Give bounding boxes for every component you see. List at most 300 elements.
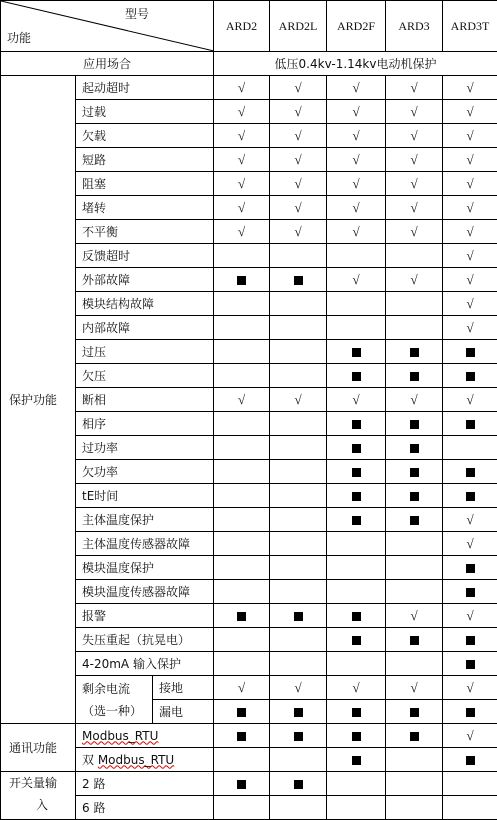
mark-cell [327,292,386,316]
mark-cell [270,148,327,172]
check-mark-icon: √ [238,392,245,407]
function-name: 模块温度保护 [76,556,214,580]
mark-cell [386,724,443,748]
mark-cell [214,676,270,700]
mark-cell [443,244,497,268]
mark-cell [214,292,270,316]
mark-cell [443,268,497,292]
black-square-icon [237,276,246,285]
function-name: 堵转 [76,196,214,220]
mark-cell [443,508,497,532]
black-square-icon [466,468,475,477]
table-row [1,292,497,316]
black-square-icon [352,348,361,357]
check-mark-icon: √ [352,224,359,239]
check-mark-icon: √ [466,296,473,311]
mark-cell [270,460,327,484]
function-name: 内部故障 [76,316,214,340]
mark-cell [386,148,443,172]
table-row [1,364,497,388]
mark-cell [327,340,386,364]
black-square-icon [466,492,475,501]
black-square-icon [410,516,419,525]
mark-cell [214,268,270,292]
mark-cell [443,580,497,604]
table-row [1,460,497,484]
function-name: 模块温度传感器故障 [76,580,214,604]
mark-cell [443,364,497,388]
mark-cell [443,628,497,652]
model-label: 型号 [125,7,149,21]
model-header: ARD3T [443,1,497,52]
mark-cell [443,388,497,412]
mark-cell [214,556,270,580]
table-row [1,508,497,532]
mark-cell [270,316,327,340]
mark-cell [214,124,270,148]
mark-cell [386,628,443,652]
check-mark-icon: √ [238,200,245,215]
mark-cell [214,388,270,412]
check-mark-icon: √ [466,200,473,215]
check-mark-icon: √ [410,200,417,215]
mark-cell [327,580,386,604]
black-square-icon [237,732,246,741]
function-name: 断相 [76,388,214,412]
table-row [1,724,497,748]
mark-cell [270,292,327,316]
check-mark-icon: √ [410,680,417,695]
application-value: 低压0.4kv-1.14kv电动机保护 [214,52,497,76]
function-name [76,724,214,748]
comm-prefix: 双 [82,753,98,767]
black-square-icon [352,372,361,381]
mark-cell [386,316,443,340]
mark-cell [443,316,497,340]
mark-cell [270,244,327,268]
table-row [1,148,497,172]
table-row [1,388,497,412]
mark-cell [214,148,270,172]
mark-cell [214,580,270,604]
check-mark-icon: √ [294,200,301,215]
mark-cell [327,508,386,532]
check-mark-icon: √ [466,392,473,407]
black-square-icon [410,636,419,645]
mark-cell [443,436,497,460]
mark-cell [443,604,497,628]
mark-cell [270,748,327,772]
switch-line2: 入 [9,798,75,812]
table-row [1,532,497,556]
check-mark-icon: √ [466,80,473,95]
black-square-icon [352,516,361,525]
mark-cell [327,412,386,436]
protocol-name: Modbus_RTU [82,729,158,743]
mark-cell [443,796,497,820]
mark-cell [386,268,443,292]
function-label: 功能 [7,31,31,45]
check-mark-icon: √ [294,128,301,143]
mark-cell [270,796,327,820]
black-square-icon [466,756,475,765]
mark-cell [270,484,327,508]
check-mark-icon: √ [466,128,473,143]
mark-cell [386,292,443,316]
black-square-icon [466,708,475,717]
table-row [1,340,497,364]
black-square-icon [352,468,361,477]
mark-cell [443,76,497,100]
check-mark-icon: √ [410,176,417,191]
function-name: 过载 [76,100,214,124]
check-mark-icon: √ [466,224,473,239]
function-name: 欠功率 [76,460,214,484]
mark-cell [386,748,443,772]
mark-cell [270,124,327,148]
model-header: ARD2 [214,1,270,52]
table-row [1,556,497,580]
mark-cell [214,772,270,796]
residual-line1: 剩余电流 [82,682,152,696]
table-row [1,76,497,100]
mark-cell [386,412,443,436]
black-square-icon [466,372,475,381]
function-name: 模块结构故障 [76,292,214,316]
function-name: 起动超时 [76,76,214,100]
mark-cell [443,772,497,796]
mark-cell [270,532,327,556]
application-row [1,52,497,76]
mark-cell [214,100,270,124]
mark-cell [443,700,497,724]
mark-cell [214,196,270,220]
mark-cell [443,148,497,172]
black-square-icon [237,612,246,621]
residual-current-label [76,676,153,724]
mark-cell [270,340,327,364]
mark-cell [327,796,386,820]
function-name: 6 路 [76,796,214,820]
function-name: 欠载 [76,124,214,148]
mark-cell [443,484,497,508]
check-mark-icon: √ [410,272,417,287]
black-square-icon [294,612,303,621]
residual-option: 接地 [153,676,214,700]
check-mark-icon: √ [410,392,417,407]
check-mark-icon: √ [466,176,473,191]
table-row [1,268,497,292]
mark-cell [214,340,270,364]
check-mark-icon: √ [294,104,301,119]
function-name: 报警 [76,604,214,628]
mark-cell [270,580,327,604]
check-mark-icon: √ [238,128,245,143]
black-square-icon [466,660,475,669]
check-mark-icon: √ [238,152,245,167]
black-square-icon [410,732,419,741]
black-square-icon [410,492,419,501]
mark-cell [270,604,327,628]
check-mark-icon: √ [352,80,359,95]
check-mark-icon: √ [352,152,359,167]
mark-cell [327,388,386,412]
mark-cell [214,508,270,532]
mark-cell [214,604,270,628]
mark-cell [270,364,327,388]
mark-cell [270,724,327,748]
black-square-icon [352,420,361,429]
check-mark-icon: √ [352,176,359,191]
black-square-icon [237,708,246,717]
mark-cell [386,700,443,724]
mark-cell [270,652,327,676]
check-mark-icon: √ [466,320,473,335]
check-mark-icon: √ [410,80,417,95]
table-row [1,412,497,436]
check-mark-icon: √ [466,608,473,623]
table-row [1,172,497,196]
check-mark-icon: √ [466,512,473,527]
mark-cell [386,676,443,700]
mark-cell [214,652,270,676]
table-row [1,676,497,700]
check-mark-icon: √ [352,392,359,407]
model-header: ARD2F [327,1,386,52]
mark-cell [327,700,386,724]
mark-cell [327,148,386,172]
black-square-icon [466,636,475,645]
mark-cell [327,436,386,460]
mark-cell [443,748,497,772]
mark-cell [327,676,386,700]
mark-cell [327,652,386,676]
mark-cell [327,196,386,220]
mark-cell [327,124,386,148]
mark-cell [386,388,443,412]
check-mark-icon: √ [352,200,359,215]
function-name: tE时间 [76,484,214,508]
function-name: 2 路 [76,772,214,796]
check-mark-icon: √ [410,128,417,143]
black-square-icon [466,588,475,597]
check-mark-icon: √ [352,680,359,695]
switch-line1: 开关量输 [9,776,75,790]
model-header: ARD2L [270,1,327,52]
black-square-icon [294,780,303,789]
mark-cell [443,676,497,700]
mark-cell [327,460,386,484]
table-row [1,220,497,244]
category-protection: 保护功能 [1,76,76,724]
function-name: 主体温度传感器故障 [76,532,214,556]
check-mark-icon: √ [466,536,473,551]
mark-cell [327,556,386,580]
check-mark-icon: √ [410,608,417,623]
table-row [1,748,497,772]
function-name: 失压重起（抗晃电） [76,628,214,652]
black-square-icon [352,492,361,501]
mark-cell [386,76,443,100]
check-mark-icon: √ [294,152,301,167]
table-row [1,772,497,796]
mark-cell [443,556,497,580]
black-square-icon [352,708,361,717]
category-switch-input [1,772,76,820]
mark-cell [270,196,327,220]
black-square-icon [294,732,303,741]
mark-cell [386,508,443,532]
check-mark-icon: √ [294,80,301,95]
mark-cell [386,604,443,628]
mark-cell [327,628,386,652]
table-row [1,436,497,460]
mark-cell [386,244,443,268]
mark-cell [214,412,270,436]
mark-cell [214,532,270,556]
mark-cell [270,700,327,724]
check-mark-icon: √ [466,272,473,287]
mark-cell [386,172,443,196]
table-row [1,580,497,604]
mark-cell [270,772,327,796]
black-square-icon [352,612,361,621]
mark-cell [386,772,443,796]
mark-cell [327,364,386,388]
mark-cell [214,796,270,820]
check-mark-icon: √ [466,680,473,695]
check-mark-icon: √ [410,224,417,239]
check-mark-icon: √ [294,392,301,407]
mark-cell [270,556,327,580]
black-square-icon [237,780,246,789]
mark-cell [270,268,327,292]
mark-cell [214,316,270,340]
check-mark-icon: √ [238,680,245,695]
mark-cell [386,436,443,460]
black-square-icon [466,564,475,573]
mark-cell [214,364,270,388]
check-mark-icon: √ [352,272,359,287]
black-square-icon [294,708,303,717]
mark-cell [270,436,327,460]
table-row [1,244,497,268]
black-square-icon [352,756,361,765]
check-mark-icon: √ [466,152,473,167]
black-square-icon [352,444,361,453]
table-row [1,652,497,676]
table-row [1,196,497,220]
mark-cell [214,484,270,508]
mark-cell [386,100,443,124]
mark-cell [386,340,443,364]
table-row [1,484,497,508]
mark-cell [443,460,497,484]
table-row [1,124,497,148]
mark-cell [386,364,443,388]
mark-cell [270,388,327,412]
mark-cell [327,724,386,748]
mark-cell [327,772,386,796]
check-mark-icon: √ [238,176,245,191]
black-square-icon [294,276,303,285]
check-mark-icon: √ [466,248,473,263]
category-comm: 通讯功能 [1,724,76,772]
mark-cell [327,268,386,292]
mark-cell [214,220,270,244]
mark-cell [386,220,443,244]
check-mark-icon: √ [238,80,245,95]
black-square-icon [410,468,419,477]
check-mark-icon: √ [294,224,301,239]
check-mark-icon: √ [466,728,473,743]
function-name [76,748,214,772]
mark-cell [214,748,270,772]
mark-cell [443,220,497,244]
mark-cell [214,628,270,652]
check-mark-icon: √ [410,104,417,119]
mark-cell [443,724,497,748]
mark-cell [327,220,386,244]
mark-cell [214,76,270,100]
mark-cell [214,172,270,196]
check-mark-icon: √ [466,104,473,119]
function-name: 4-20mA 输入保护 [76,652,214,676]
header-row [1,1,497,52]
mark-cell [214,460,270,484]
check-mark-icon: √ [294,176,301,191]
mark-cell [443,196,497,220]
mark-cell [386,124,443,148]
black-square-icon [410,348,419,357]
mark-cell [443,652,497,676]
mark-cell [386,484,443,508]
mark-cell [386,532,443,556]
mark-cell [386,796,443,820]
mark-cell [386,196,443,220]
mark-cell [327,100,386,124]
check-mark-icon: √ [352,128,359,143]
table-row [1,316,497,340]
mark-cell [327,244,386,268]
black-square-icon [410,420,419,429]
mark-cell [386,460,443,484]
black-square-icon [352,636,361,645]
header-diagonal-cell [1,1,214,52]
mark-cell [270,220,327,244]
mark-cell [214,244,270,268]
check-mark-icon: √ [410,152,417,167]
mark-cell [327,172,386,196]
mark-cell [327,532,386,556]
mark-cell [270,100,327,124]
mark-cell [270,676,327,700]
mark-cell [443,532,497,556]
function-name: 相序 [76,412,214,436]
mark-cell [214,700,270,724]
check-mark-icon: √ [238,224,245,239]
mark-cell [386,580,443,604]
table-row [1,604,497,628]
mark-cell [270,76,327,100]
mark-cell [270,172,327,196]
mark-cell [270,628,327,652]
diagonal-line [1,1,214,51]
table-row [1,100,497,124]
protocol-name: Modbus_RTU [98,753,174,767]
mark-cell [327,316,386,340]
residual-line2: （选一种） [82,704,152,718]
